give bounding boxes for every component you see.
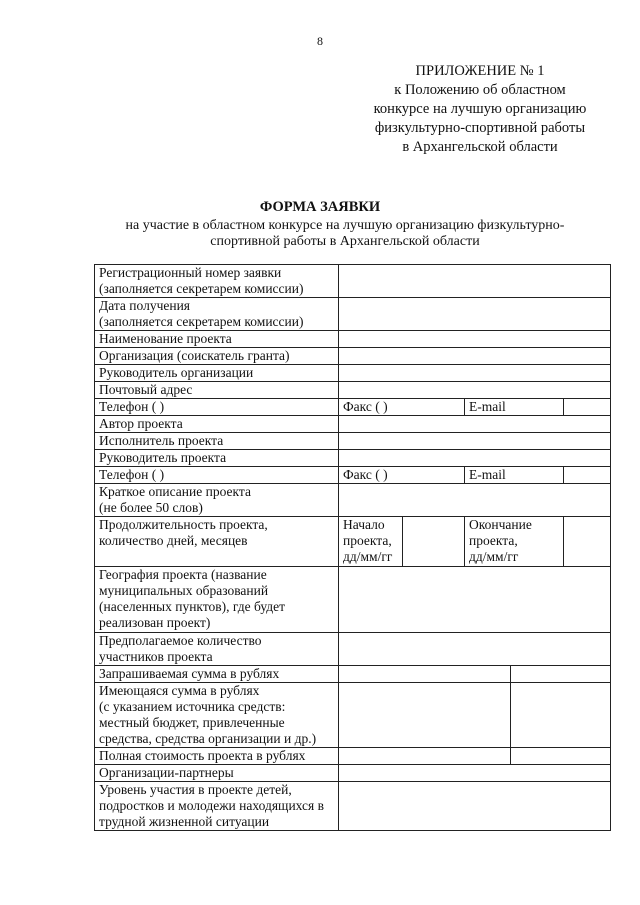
field-email-extra[interactable] — [564, 399, 611, 416]
label-email[interactable]: E-mail — [465, 399, 564, 416]
field-description[interactable] — [339, 484, 611, 517]
label-description: Краткое описание проекта (не более 50 слов) — [95, 484, 339, 517]
label-executor: Исполнитель проекта — [95, 433, 339, 450]
row-reg-number — [95, 265, 611, 298]
field-author[interactable] — [339, 416, 611, 433]
row-author — [95, 416, 611, 433]
label-requested-sum: Запрашиваемая сумма в рублях — [95, 666, 339, 683]
row-participants — [95, 633, 611, 666]
label-youth-level: Уровень участия в проекте детей, подростков и молодежи находящихся в трудной жизненной ситуации — [95, 782, 339, 831]
field-partners[interactable] — [339, 765, 611, 782]
field-participants[interactable] — [339, 633, 611, 666]
row-geography — [95, 567, 611, 633]
label-fax[interactable]: Факс ( ) — [339, 467, 465, 484]
label-start-date: Начало проекта, дд/мм/гг — [339, 517, 403, 567]
row-postal-address — [95, 382, 611, 399]
label-fax[interactable]: Факс ( ) — [339, 399, 465, 416]
row-description — [95, 484, 611, 517]
field-total-cost-extra[interactable] — [511, 748, 611, 765]
annex-line: к Положению об областном — [394, 82, 566, 98]
annex-line: физкультурно-спортивной работы — [374, 120, 586, 136]
row-project-head — [95, 450, 611, 467]
label-participants: Предполагаемое количество участников проекта — [95, 633, 339, 666]
label-total-cost: Полная стоимость проекта в рублях — [95, 748, 339, 765]
row-youth-level — [95, 782, 611, 831]
form-subtitle-line: спортивной работы в Архангельской области — [210, 234, 480, 249]
row-contacts-1 — [95, 399, 611, 416]
label-project-name: Наименование проекта — [95, 331, 339, 348]
annex-header — [330, 62, 630, 157]
label-partners: Организации-партнеры — [95, 765, 339, 782]
label-email[interactable]: E-mail — [465, 467, 564, 484]
field-org-head[interactable] — [339, 365, 611, 382]
field-postal-address[interactable] — [339, 382, 611, 399]
row-project-name — [95, 331, 611, 348]
form-title: ФОРМА ЗАЯВКИ — [259, 199, 381, 215]
form-subtitle — [95, 218, 595, 250]
form-subtitle-line: на участие в областном конкурсе на лучшую организацию физкультурно- — [125, 218, 565, 233]
field-start-date[interactable] — [403, 517, 465, 567]
label-organization: Организация (соискатель гранта) — [95, 348, 339, 365]
annex-line: конкурсе на лучшую организацию — [373, 101, 587, 117]
annex-title: ПРИЛОЖЕНИЕ № 1 — [415, 63, 545, 79]
row-date-received — [95, 298, 611, 331]
row-organization — [95, 348, 611, 365]
row-executor — [95, 433, 611, 450]
field-requested-sum[interactable] — [339, 666, 511, 683]
label-end-date: Окончание проекта, дд/мм/гг — [465, 517, 564, 567]
row-duration — [95, 517, 611, 567]
label-duration: Продолжительность проекта, количество дней, месяцев — [95, 517, 339, 567]
field-date-received[interactable] — [339, 298, 611, 331]
label-project-head: Руководитель проекта — [95, 450, 339, 467]
label-org-head: Руководитель организации — [95, 365, 339, 382]
field-end-date[interactable] — [564, 517, 611, 567]
page-number: 8 — [317, 34, 323, 48]
label-phone[interactable]: Телефон ( ) — [95, 399, 339, 416]
field-email-extra[interactable] — [564, 467, 611, 484]
row-partners — [95, 765, 611, 782]
row-org-head — [95, 365, 611, 382]
row-total-cost — [95, 748, 611, 765]
label-available-sum: Имеющаяся сумма в рублях (с указанием источника средств: местный бюджет, привлеченные средства, средства организации и др.) — [95, 683, 339, 748]
label-geography: География проекта (название муниципальных образований (населенных пунктов), где будет реализован проект) — [95, 567, 339, 633]
field-organization[interactable] — [339, 348, 611, 365]
field-available-sum[interactable] — [339, 683, 511, 748]
label-author: Автор проекта — [95, 416, 339, 433]
field-total-cost[interactable] — [339, 748, 511, 765]
field-project-name[interactable] — [339, 331, 611, 348]
field-project-head[interactable] — [339, 450, 611, 467]
field-executor[interactable] — [339, 433, 611, 450]
field-geography[interactable] — [339, 567, 611, 633]
annex-line: в Архангельской области — [402, 139, 558, 155]
label-phone[interactable]: Телефон ( ) — [95, 467, 339, 484]
row-available-sum — [95, 683, 611, 748]
row-requested-sum — [95, 666, 611, 683]
application-form-table — [94, 264, 611, 831]
field-reg-number[interactable] — [339, 265, 611, 298]
row-contacts-2 — [95, 467, 611, 484]
label-postal-address: Почтовый адрес — [95, 382, 339, 399]
label-reg-number: Регистрационный номер заявки (заполняется секретарем комиссии) — [95, 265, 339, 298]
field-requested-sum-extra[interactable] — [511, 666, 611, 683]
label-date-received: Дата получения (заполняется секретарем комиссии) — [95, 298, 339, 331]
field-youth-level[interactable] — [339, 782, 611, 831]
field-available-sum-extra[interactable] — [511, 683, 611, 748]
